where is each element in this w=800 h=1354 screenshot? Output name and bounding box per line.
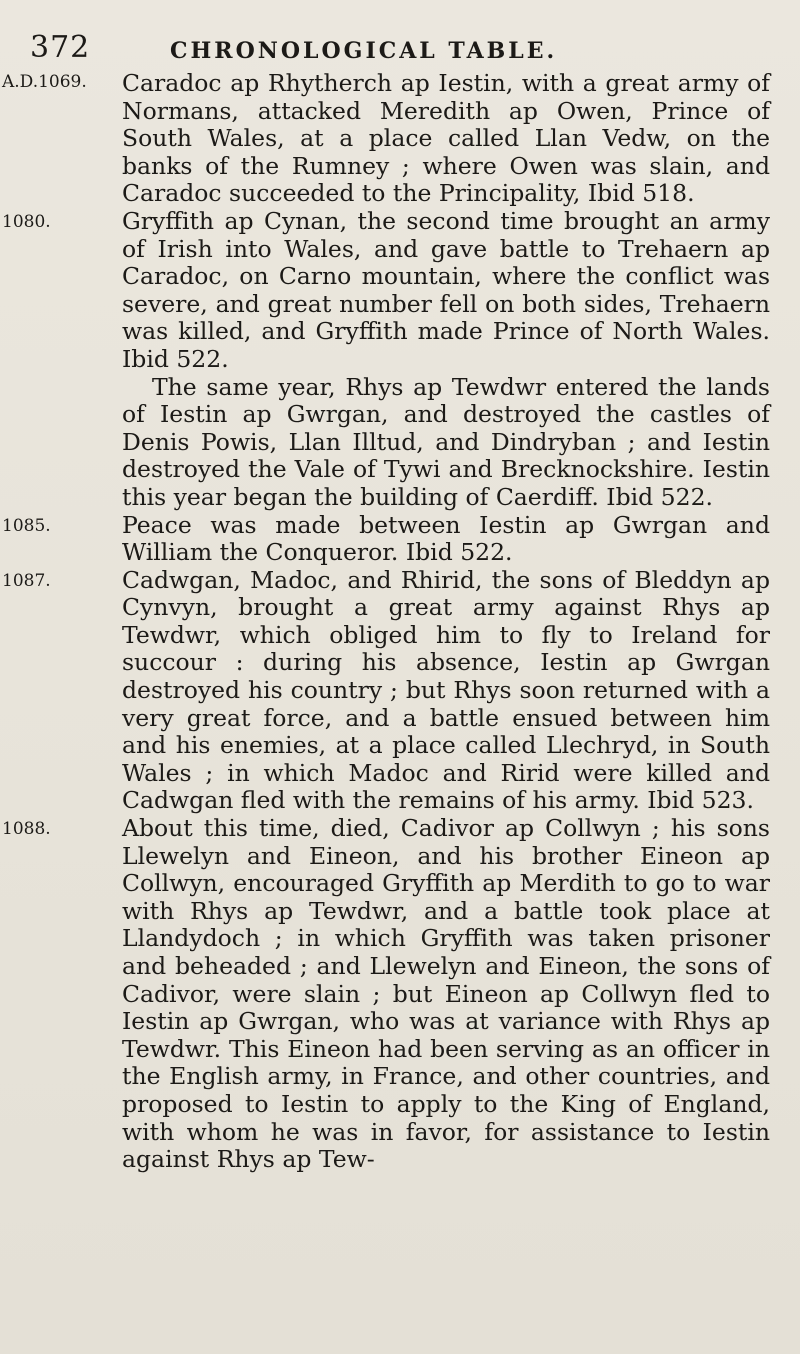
entry-year: 1088. [2, 819, 51, 840]
entry-text: The same year, Rhys ap Tewdwr entered the lands of Iestin ap Gwrgan, and destroyed the castles of Denis Powis, Llan Illtud, and Dindryban ; and Iestin destroyed the Vale of Tywi and Brecknockshire. Iestin this year began the building of Caerdiff. Ibid 522. [122, 372, 770, 511]
entry-year: 1080. [2, 211, 51, 232]
entry-text: About this time, died, Cadivor ap Collwyn ; his sons Llewelyn and Eineon, and his brother Eineon ap Collwyn, encouraged Gryffith ap Merdith to go to war with Rhys ap Tewdwr, and a battle took place at Llandydoch ; in which Gryffith was taken prisoner and beheaded ; and Llewelyn and Eineon, the sons of Cadivor, were slain ; but Eineon ap Collwyn fled to Iestin ap Gwrgan, who was at variance with Rhys ap Tewdwr. This Eineon had been serving as an officer in the English army, in France, and other countries, and proposed to Iestin to apply to the King of England, with whom he was in favor, for assistance to Iestin against Rhys ap Tew- [122, 814, 770, 1174]
entry-1085 [0, 512, 770, 567]
entry-text: Caradoc ap Rhytherch ap Iestin, with a great army of Normans, attacked Meredith ap Owen, Prince of South Wales, at a place called Llan Vedw, on the banks of the Rumney ; where Owen was slain, and Caradoc succeeded to the Principality, Ibid 518. [122, 69, 770, 208]
entry-text: Gryffith ap Cynan, the second time brought an army of Irish into Wales, and gave battle to Trehaern ap Caradoc, on Carno mountain, where the conflict was severe, and great number fell on both sides, Trehaern was killed, and Gryffith made Prince of North Wales. Ibid 522. [122, 206, 770, 373]
entry-year: 1085. [2, 515, 51, 536]
chronology-entries [2, 69, 770, 1174]
entry-year: 1087. [2, 570, 51, 591]
entry-1080 [0, 208, 770, 512]
entry-1087 [0, 567, 770, 815]
page-number: 372 [30, 30, 91, 65]
entry-text: Peace was made between Iestin ap Gwrgan and William the Conqueror. Ibid 522. [122, 510, 770, 567]
entry-1088 [0, 815, 770, 1174]
entry-1069 [0, 70, 770, 208]
entry-year: A.D.1069. [2, 72, 87, 92]
page-header [30, 30, 770, 70]
running-head: CHRONOLOGICAL TABLE. [170, 38, 558, 64]
entry-text: Cadwgan, Madoc, and Rhirid, the sons of Bleddyn ap Cynvyn, brought a great army against Rhys ap Tewdwr, which obliged him to fly to Ireland for succour : during his absence, Iestin ap Gwrgan destroyed his country ; but Rhys soon returned with a very great force, and a battle ensued between him and his enemies, at a place called Llechryd, in South Wales ; in which Madoc and Ririd were killed and Cadwgan fled with the remains of his army. Ibid 523. [122, 565, 770, 815]
